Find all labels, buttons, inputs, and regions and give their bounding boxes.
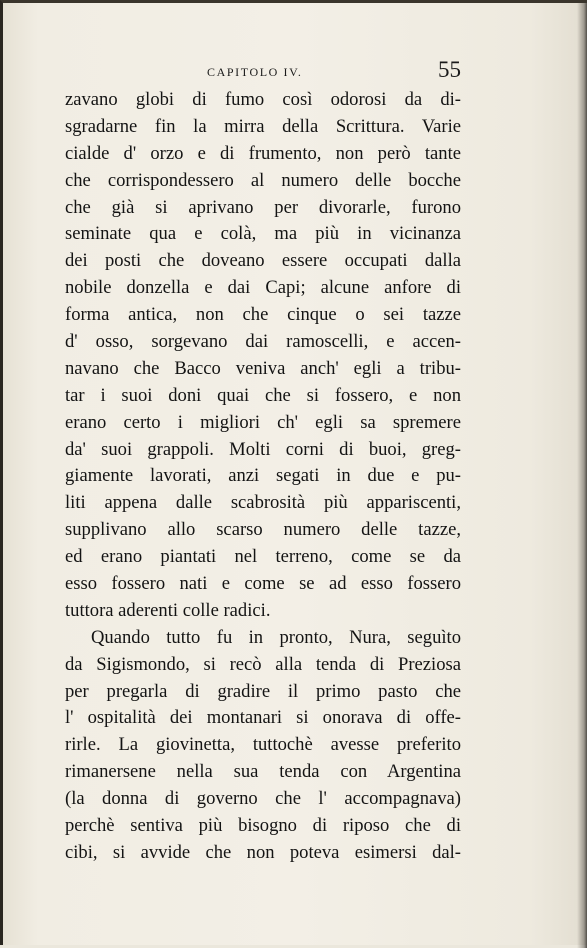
text-line: liti appena dalle scabrosità più appariscenti,	[65, 492, 461, 514]
text-line: giamente lavorati, anzi segati in due e pu-	[65, 465, 461, 487]
body-text	[65, 87, 461, 867]
text-line: erano certo i migliori ch' egli sa spremere	[65, 411, 461, 433]
text-line: supplivano allo scarso numero delle tazze,	[65, 519, 461, 541]
text-line: navano che Bacco veniva anch' egli a tribu-	[65, 357, 461, 379]
text-line: perchè sentiva più bisogno di riposo che di	[65, 815, 461, 837]
text-line: tar i suoi doni quai che si fossero, e non	[65, 384, 461, 406]
text-line: cialde d' orzo e di frumento, non però tante	[65, 142, 461, 164]
text-line: nobile donzella e dai Capi; alcune anfore di	[65, 277, 461, 299]
text-line: da Sigismondo, si recò alla tenda di Preziosa	[65, 653, 461, 675]
text-line: da' suoi grappoli. Molti corni di buoi, greg-	[65, 438, 461, 460]
text-line: l' ospitalità dei montanari si onorava di offe-	[65, 707, 461, 729]
text-line: esso fossero nati e come se ad esso fossero	[65, 573, 461, 595]
text-line: che corrispondessero al numero delle bocche	[65, 169, 461, 191]
text-line: rimanersene nella sua tenda con Argentina	[65, 761, 461, 783]
text-line: seminate qua e colà, ma più in vicinanza	[65, 223, 461, 245]
text-line: d' osso, sorgevano dai ramoscelli, e accen-	[65, 331, 461, 353]
text-line: forma antica, non che cinque o sei tazze	[65, 304, 461, 326]
running-head: CAPITOLO IV.	[207, 65, 303, 79]
text-line: zavano globi di fumo così odorosi da di-	[65, 89, 461, 110]
paragraph-end-line: tuttora aderenti colle radici.	[65, 599, 271, 621]
text-line: sgradarne fin la mirra della Scrittura. Varie	[65, 115, 461, 137]
text-line: dei posti che doveano essere occupati dalla	[65, 250, 461, 272]
text-line: (la donna di governo che l' accompagnava)	[65, 788, 461, 810]
page-number: 55	[438, 57, 461, 82]
page-edge-shadow	[577, 3, 587, 948]
text-line: che già si aprivano per divorarle, furono	[65, 196, 461, 218]
text-line: rirle. La giovinetta, tuttochè avesse preferito	[65, 734, 461, 756]
text-line: cibi, si avvide che non poteva esimersi dal-	[65, 841, 461, 863]
page-header	[65, 57, 461, 87]
text-line: per pregarla di gradire il primo pasto che	[65, 680, 461, 702]
text-line: ed erano piantati nel terreno, come se da	[65, 546, 461, 568]
paragraph-start-line: Quando tutto fu in pronto, Nura, seguìto	[91, 626, 461, 648]
